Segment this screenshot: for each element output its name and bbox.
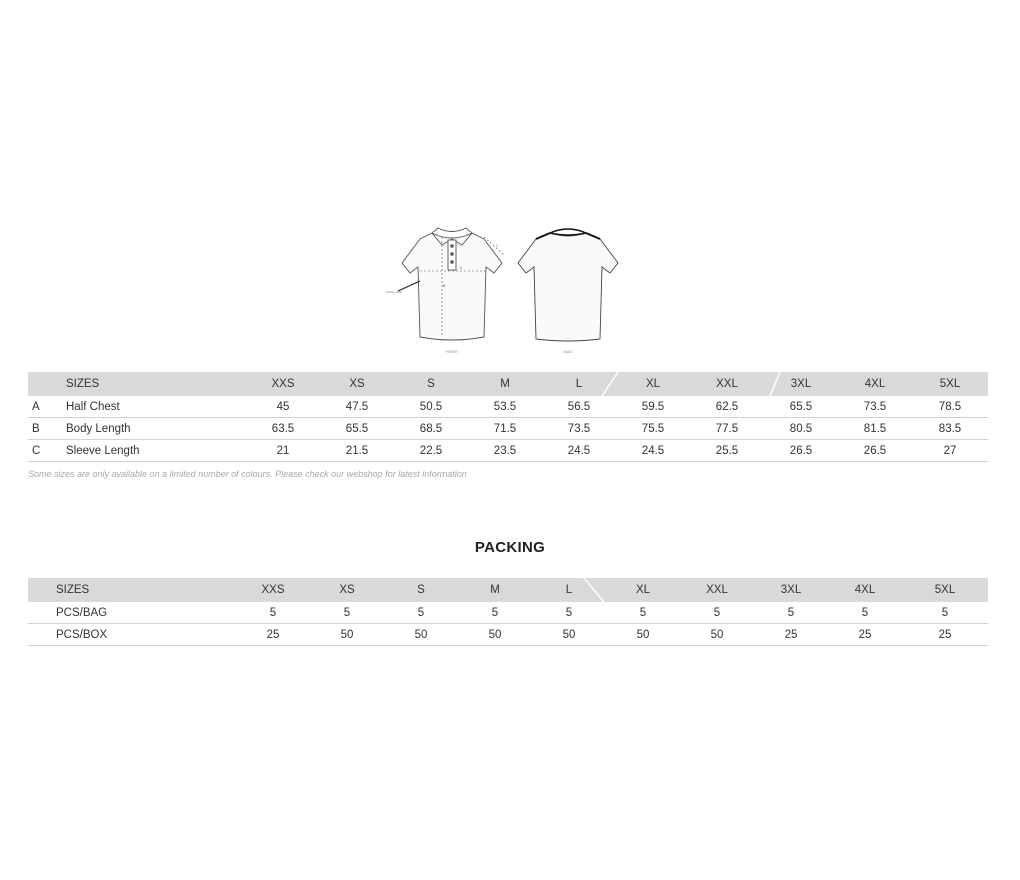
table-cell: 5 bbox=[458, 602, 532, 624]
table-cell: 59.5 bbox=[616, 396, 690, 418]
table-cell: 75.5 bbox=[616, 418, 690, 440]
table-cell: 81.5 bbox=[838, 418, 912, 440]
header-separator-icon bbox=[600, 372, 620, 396]
table-cell: 21 bbox=[246, 440, 320, 462]
table-cell: 45 bbox=[246, 396, 320, 418]
size-header: XS bbox=[310, 578, 384, 602]
table-row bbox=[28, 396, 988, 418]
table-cell: 53.5 bbox=[468, 396, 542, 418]
header-separator-icon bbox=[768, 372, 782, 396]
size-header: 3XL bbox=[754, 578, 828, 602]
table-cell: 78.5 bbox=[912, 396, 988, 418]
table-cell: 68.5 bbox=[394, 418, 468, 440]
size-header: 4XL bbox=[838, 372, 912, 396]
table-cell: 5 bbox=[754, 602, 828, 624]
table-cell: 25 bbox=[236, 624, 310, 646]
table-cell: 25 bbox=[902, 624, 988, 646]
table-cell: 27 bbox=[912, 440, 988, 462]
measure-label-b: B bbox=[443, 284, 446, 288]
table-cell: 25.5 bbox=[690, 440, 764, 462]
size-header: XXS bbox=[236, 578, 310, 602]
table-cell: 5 bbox=[680, 602, 754, 624]
front-caption: FRONT bbox=[445, 350, 459, 354]
row-code: A bbox=[28, 396, 66, 418]
size-header: 3XL bbox=[764, 372, 838, 396]
size-header: L bbox=[542, 372, 616, 396]
table-cell: 73.5 bbox=[542, 418, 616, 440]
table-cell: 24.5 bbox=[616, 440, 690, 462]
size-header: XXS bbox=[246, 372, 320, 396]
size-header: XXL bbox=[690, 372, 764, 396]
size-header: S bbox=[384, 578, 458, 602]
size-header: XL bbox=[606, 578, 680, 602]
table-cell: 23.5 bbox=[468, 440, 542, 462]
table-cell: 47.5 bbox=[320, 396, 394, 418]
polo-shirt-sketch bbox=[380, 215, 640, 360]
table-cell: 50 bbox=[384, 624, 458, 646]
packing-header-row bbox=[28, 578, 988, 602]
packing-spacer-cell bbox=[28, 602, 56, 624]
packing-spacer-cell bbox=[28, 624, 56, 646]
size-header: 5XL bbox=[902, 578, 988, 602]
polo-back-drawing bbox=[518, 229, 618, 341]
table-cell: 65.5 bbox=[764, 396, 838, 418]
table-cell: 21.5 bbox=[320, 440, 394, 462]
table-cell: 5 bbox=[606, 602, 680, 624]
row-code: B bbox=[28, 418, 66, 440]
size-header: 4XL bbox=[828, 578, 902, 602]
table-row bbox=[28, 624, 988, 646]
table-cell: 62.5 bbox=[690, 396, 764, 418]
row-name: PCS/BOX bbox=[56, 624, 236, 646]
table-cell: 24.5 bbox=[542, 440, 616, 462]
table-cell: 5 bbox=[902, 602, 988, 624]
measure-label-c: C bbox=[496, 244, 499, 248]
table-cell: 26.5 bbox=[764, 440, 838, 462]
table-cell: 50 bbox=[680, 624, 754, 646]
table-cell: 73.5 bbox=[838, 396, 912, 418]
table-cell: 50 bbox=[532, 624, 606, 646]
packing-table bbox=[28, 578, 988, 646]
size-header: XS bbox=[320, 372, 394, 396]
packing-title: PACKING bbox=[474, 539, 546, 556]
size-header: S bbox=[394, 372, 468, 396]
size-header: M bbox=[458, 578, 532, 602]
polo-front-drawing bbox=[398, 228, 504, 340]
size-header: XXL bbox=[680, 578, 754, 602]
size-header: L bbox=[532, 578, 606, 602]
size-header: M bbox=[468, 372, 542, 396]
table-row bbox=[28, 440, 988, 462]
table-cell: 50 bbox=[310, 624, 384, 646]
size-chart-code-header bbox=[28, 372, 66, 396]
size-header: XL bbox=[616, 372, 690, 396]
table-cell: 25 bbox=[754, 624, 828, 646]
table-cell: 63.5 bbox=[246, 418, 320, 440]
table-cell: 83.5 bbox=[912, 418, 988, 440]
table-cell: 50 bbox=[606, 624, 680, 646]
table-cell: 77.5 bbox=[690, 418, 764, 440]
table-cell: 80.5 bbox=[764, 418, 838, 440]
size-chart-header-row bbox=[28, 372, 988, 396]
table-cell: 5 bbox=[236, 602, 310, 624]
table-cell: 50.5 bbox=[394, 396, 468, 418]
packing-spacer-header bbox=[28, 578, 56, 602]
size-availability-note: Some sizes are only available on a limited number of colours. Please check our webshop for latest information bbox=[28, 469, 467, 479]
table-cell: 5 bbox=[384, 602, 458, 624]
table-cell: 5 bbox=[828, 602, 902, 624]
size-chart-table bbox=[28, 372, 988, 462]
row-name: Body Length bbox=[66, 418, 246, 440]
size-header: 5XL bbox=[912, 372, 988, 396]
packing-sizes-header: SIZES bbox=[56, 578, 236, 602]
table-cell: 5 bbox=[310, 602, 384, 624]
row-code: C bbox=[28, 440, 66, 462]
table-cell: 71.5 bbox=[468, 418, 542, 440]
table-cell: 26.5 bbox=[838, 440, 912, 462]
row-name: Half Chest bbox=[66, 396, 246, 418]
table-cell: 25 bbox=[828, 624, 902, 646]
table-cell: 5 bbox=[532, 602, 606, 624]
size-chart-sizes-header: SIZES bbox=[66, 372, 246, 396]
table-cell: 56.5 bbox=[542, 396, 616, 418]
row-name: PCS/BAG bbox=[56, 602, 236, 624]
header-separator-icon bbox=[582, 578, 606, 602]
measure-label-a: A bbox=[460, 266, 463, 270]
table-cell: 65.5 bbox=[320, 418, 394, 440]
pointer-caption: Chest width bbox=[386, 290, 402, 294]
table-cell: 22.5 bbox=[394, 440, 468, 462]
back-caption: BACK bbox=[563, 350, 573, 354]
table-row bbox=[28, 602, 988, 624]
table-row bbox=[28, 418, 988, 440]
table-cell: 50 bbox=[458, 624, 532, 646]
row-name: Sleeve Length bbox=[66, 440, 246, 462]
